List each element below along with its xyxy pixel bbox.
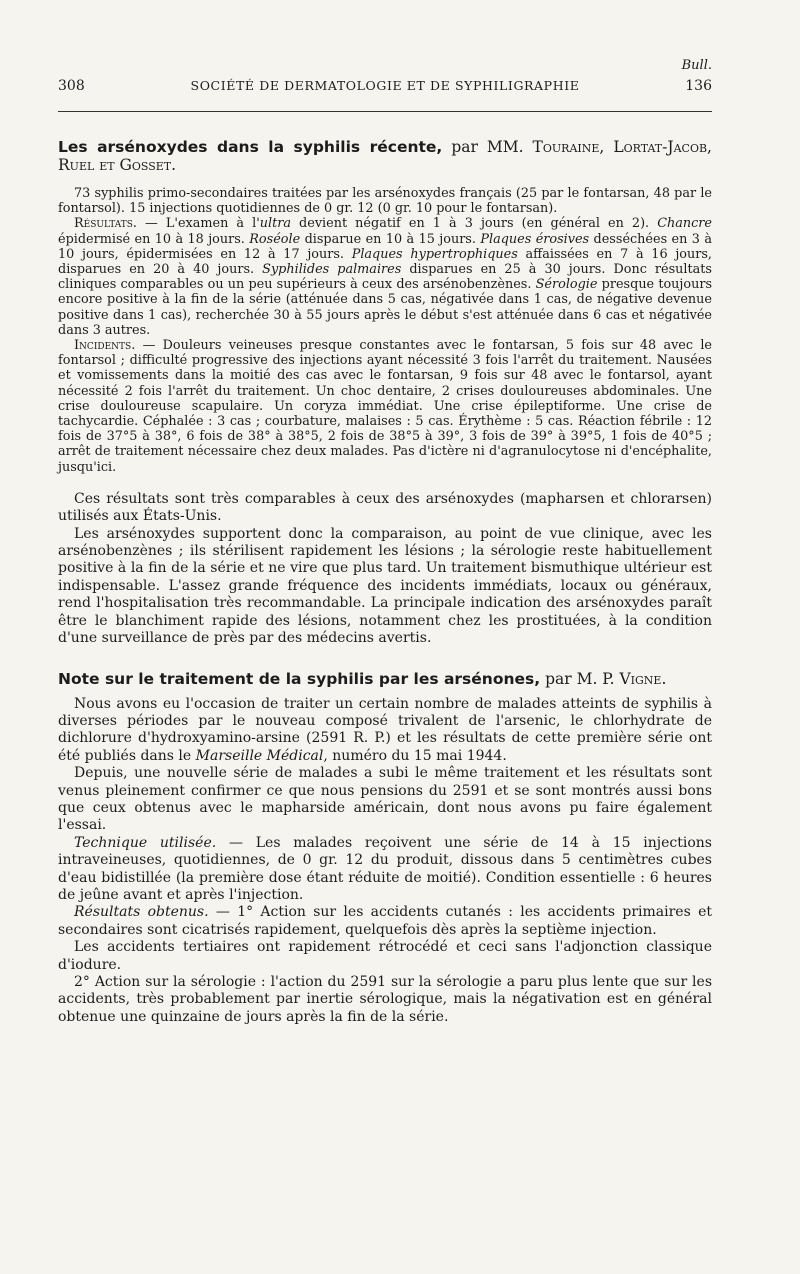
section2-paragraph-1: Nous avons eu l'occasion de traiter un certain nombre de malades atteints de syphilis à diverses périodes par le nouveau composé trivalent de l'arsenic, le chlorhydrate de dichlorure d'hydroxyamino-arsine (2591 R. P.) et les résultats de cette première série ont été publiés dans le Marseille Médical, numéro du 15 mai 1944. xyxy=(58,695,712,764)
section1-paragraph-1: 73 syphilis primo-secondaires traitées par les arsénoxydes français (25 par le fontarsan, 48 par le fontarsol). 15 injections quotidiennes de 0 gr. 12 (0 gr. 10 pour le fontarsan). xyxy=(58,186,712,217)
resultats-obtenus-label: Résultats obtenus. xyxy=(74,904,209,921)
technique-label: Technique utilisée. xyxy=(74,834,217,851)
section1-paragraph-incidents: Incidents. — Douleurs veineuses presque constantes avec le fontarsan, 5 fois sur 48 avec le fontarsol ; difficulté progressive des injections ayant nécessité 3 fois l'arrêt du traitement. Nausées et vomissements dans la moitié des cas avec le fontarsan, 9 fois sur 48 avec le fontarsol, ayant nécessité 2 fois l'arrêt du traitement. Un choc dentaire, 2 crises douloureuses abdominales. Une crise douloureuse scapulaire. Un coryza immédiat. Une crise épileptiforme. Une crise de tachycardie. Céphalée : 3 cas ; courbature, malaises : 5 cas. Érythème : 5 cas. Réaction fébrile : 12 fois de 37°5 à 38°, 6 fois de 38° à 38°5, 2 fois de 38°5 à 39°, 3 fois de 39° à 39°5, 1 fois de 40°5 ; arrêt de traitement nécessaire chez deux malades. Pas d'ictère ni d'agranulocytose ni d'encéphalite, jusqu'ici. xyxy=(58,338,712,475)
page-body xyxy=(58,138,712,1026)
section2-authors: Vigne. xyxy=(619,669,667,688)
section2 xyxy=(58,670,712,1027)
section2-body xyxy=(58,696,712,1027)
section2-paragraph-5: Les accidents tertiaires ont rapidement rétrocédé et ceci sans l'adjonction classique d'iodure. xyxy=(58,939,712,973)
section1-paragraph-5: Les arsénoxydes supportent donc la comparaison, au point de vue clinique, avec les arsénobenzènes ; ils stérilisent rapidement les lésions ; la sérologie reste habituellement positive à la fin de la série et ne vire que plus tard. Un traitement bismuthique ultérieur est indispensable. L'assez grande fréquence des incidents immédiats, locaux ou généraux, rend l'hospitalisation très recommandable. La principale indication des arsénoxydes paraît être le blanchiment rapide des lésions, notamment chez les prostituées, à la condition d'une surveillance de près par des médecins avertis. xyxy=(58,525,712,647)
section1-heading xyxy=(58,138,712,174)
section1-body xyxy=(58,186,712,475)
section2-paragraph-6: 2° Action sur la sérologie : l'action du 2591 sur la sérologie a paru plus lente que sur les accidents, très probablement par inertie sérologique, mais la négativation est en général obtenue une quinzaine de jours après la fin de la série. xyxy=(58,974,712,1025)
section1-paragraph-resultats: Résultats. — L'examen à l'ultra devient négatif en 1 à 3 jours (en général en 2). Chancre épidermisé en 10 à 18 jours. Roséole disparue en 10 à 15 jours. Plaques érosives desséchées en 3 à 10 jours, épidermisées en 12 à 17 jours. Plaques hypertrophiques affaissées en 7 à 16 jours, disparues en 20 à 40 jours. Syphilides palmaires disparues en 25 à 30 jours. Donc résultats cliniques comparables ou un peu supérieurs à ceux des arsénobenzènes. Sérologie presque toujours encore positive à la fin de la série (atténuée dans 5 cas, négativée dans 1 cas, de négative devenue positive dans 1 cas), recherchée 30 à 55 jours après le début s'est atténuée dans 6 cas et négativée dans 3 autres. xyxy=(58,216,713,338)
section1-authors: Touraine, Lortat-Jacob, Ruel et Gosset. xyxy=(58,138,712,174)
section2-paragraph-2: Depuis, une nouvelle série de malades a subi le même traitement et les résultats sont venus pleinement confirmer ce que nous pensions du 2591 et se sont montrés aussi bons que ceux obtenus avec le mapharside américain, dont nous avons pu faire également l'essai. xyxy=(58,765,712,834)
section1-paragraph-4: Ces résultats sont très comparables à ceux des arsénoxydes (mapharsen et chlorarsen) utilisés aux États-Unis. xyxy=(58,490,712,525)
bulletin-label: Bull. xyxy=(681,58,712,73)
section2-authors-prefix: par M. P. xyxy=(545,669,615,688)
section2-paragraph-resultats: Résultats obtenus. — 1° Action sur les accidents cutanés : les accidents primaires et secondaires sont cicatrisés rapidement, quelquefois dès après la septième injection. xyxy=(58,904,712,938)
section1-title: Les arsénoxydes dans la syphilis récente, xyxy=(58,138,443,156)
section2-heading xyxy=(58,670,712,688)
section2-paragraph-technique: Technique utilisée. — Les malades reçoivent une série de 14 à 15 injections intraveineuses, quotidiennes, de 0 gr. 12 du produit, dissous dans 5 centimètres cubes d'eau bidistillée (la première dose étant réduite de moitié). Condition essentielle : 6 heures de jeûne avant et après l'injection. xyxy=(58,834,712,903)
section2-title: Note sur le traitement de la syphilis par les arsénones, xyxy=(58,669,541,688)
running-header xyxy=(58,78,712,94)
journal-title: SOCIÉTÉ DE DERMATOLOGIE ET DE SYPHILIGRAPHIE xyxy=(190,78,580,93)
incidents-label: Incidents. xyxy=(74,338,136,354)
resultats-label: Résultats. xyxy=(74,216,137,232)
header-rule xyxy=(58,111,712,112)
section1-authors-prefix: par MM. xyxy=(451,138,524,156)
page-number: 308 xyxy=(58,78,85,94)
bulletin-number: 136 xyxy=(685,78,712,94)
section1-conclusion xyxy=(58,491,712,648)
